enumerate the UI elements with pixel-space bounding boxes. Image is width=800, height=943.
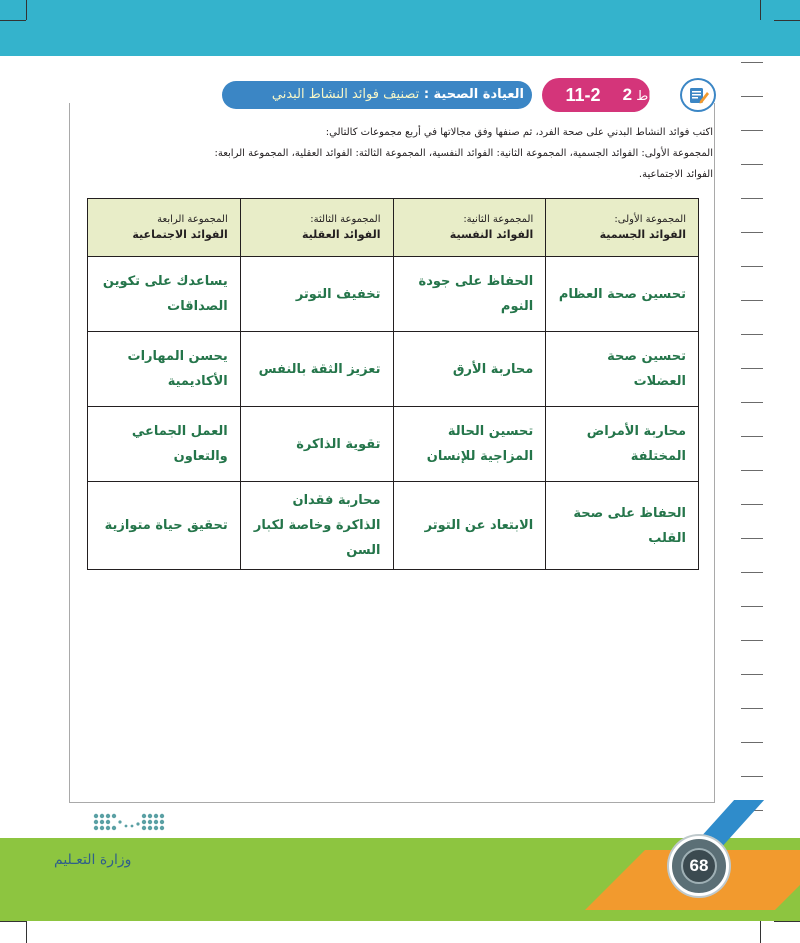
column-header-physical: المجموعة الأولى: الفوائد الجسمية [546,199,699,257]
ruler-tick [741,96,763,97]
crop-mark [774,20,800,21]
crop-mark [0,921,26,922]
table-row [88,482,699,570]
ruler-tick [741,402,763,403]
crop-mark [26,0,27,20]
ruler-tick [741,776,763,777]
table-cell: تعزيز الثقة بالنفس [240,332,393,407]
benefits-table [87,198,699,570]
table-cell: الحفاظ على جودة النوم [393,257,546,332]
ruler-tick [741,572,763,573]
ruler-tick [741,62,763,63]
ruler-tick [741,232,763,233]
ruler-tick [741,130,763,131]
ruler-tick [741,300,763,301]
activity-badge [614,78,676,112]
column-header-mental: المجموعة الثالثة: الفوائد العقلية [240,199,393,257]
ruler-tick [741,470,763,471]
crop-mark [760,0,761,20]
table-cell: تحسين صحة العضلات [546,332,699,407]
ruler-tick [741,640,763,641]
crop-mark [26,921,27,943]
ruler-tick [741,368,763,369]
crop-mark [760,921,761,943]
table-row [88,407,699,482]
table-cell: تقوية الذاكرة [240,407,393,482]
ruler-tick [741,436,763,437]
side-ruler [733,62,763,822]
table-cell: الابتعاد عن التوتر [393,482,546,570]
ruler-tick [741,708,763,709]
table-cell: يحسن المهارات الأكاديمية [88,332,241,407]
ministry-logo [44,806,194,876]
table-cell: العمل الجماعي والتعاون [88,407,241,482]
page-number: 68 [681,848,717,884]
table-cell: تخفيف التوتر [240,257,393,332]
ruler-tick [741,266,763,267]
crop-mark [0,20,26,21]
ruler-tick [741,606,763,607]
table-cell: محاربة فقدان الذاكرة وخاصة لكبار السن [240,482,393,570]
activity-code: 11-2 [565,85,601,105]
activity-header [222,78,716,114]
ministry-dots-icon [44,806,194,850]
table-row [88,332,699,407]
notepad-pencil-icon [680,78,716,112]
table-cell: محاربة الأمراض المختلفة [546,407,699,482]
instructions [88,122,713,185]
activity-badge-label: نشاط [636,89,668,104]
instructions-line-3: الفوائد الاجتماعية. [638,169,713,180]
table-cell: تحسين الحالة المزاجية للإنسان [393,407,546,482]
activity-topic: العيادة الصحية : [423,87,524,102]
ruler-tick [741,164,763,165]
ruler-tick [741,504,763,505]
column-header-psychological: المجموعة الثانية: الفوائد النفسية [393,199,546,257]
instructions-line-1: اكتب فوائد النشاط البدني على صحة الفرد، ثم صنفها وفق مجالاتها في أربع مجموعات كالتالي: [325,127,713,138]
table-cell: محاربة الأرق [393,332,546,407]
page-number-badge [669,836,729,896]
crop-mark [774,921,800,922]
table-row [88,257,699,332]
table-cell: الحفاظ على صحة القلب [546,482,699,570]
top-color-band [0,0,800,56]
table-cell: تحسين صحة العظام [546,257,699,332]
ministry-name: وزارة التعـليم [54,852,132,868]
ruler-tick [741,742,763,743]
ruler-tick [741,334,763,335]
activity-title [230,78,530,112]
column-header-social: المجموعة الرابعة الفوائد الاجتماعية [88,199,241,257]
instructions-line-2: المجموعة الأولى: الفوائد الجسمية، المجموعة الثانية: الفوائد النفسية، المجموعة الثالثة: الفوائد العقلية، المجموعة الرابعة: [214,148,713,159]
activity-badge-number: 2 [622,85,633,104]
table-cell: تحقيق حياة متوازية [88,482,241,570]
ruler-tick [741,674,763,675]
table-header-row [88,199,699,257]
ruler-tick [741,198,763,199]
ruler-tick [741,538,763,539]
activity-title-text: تصنيف فوائد النشاط البدني [271,87,420,102]
table-cell: يساعدك على تكوين الصداقات [88,257,241,332]
